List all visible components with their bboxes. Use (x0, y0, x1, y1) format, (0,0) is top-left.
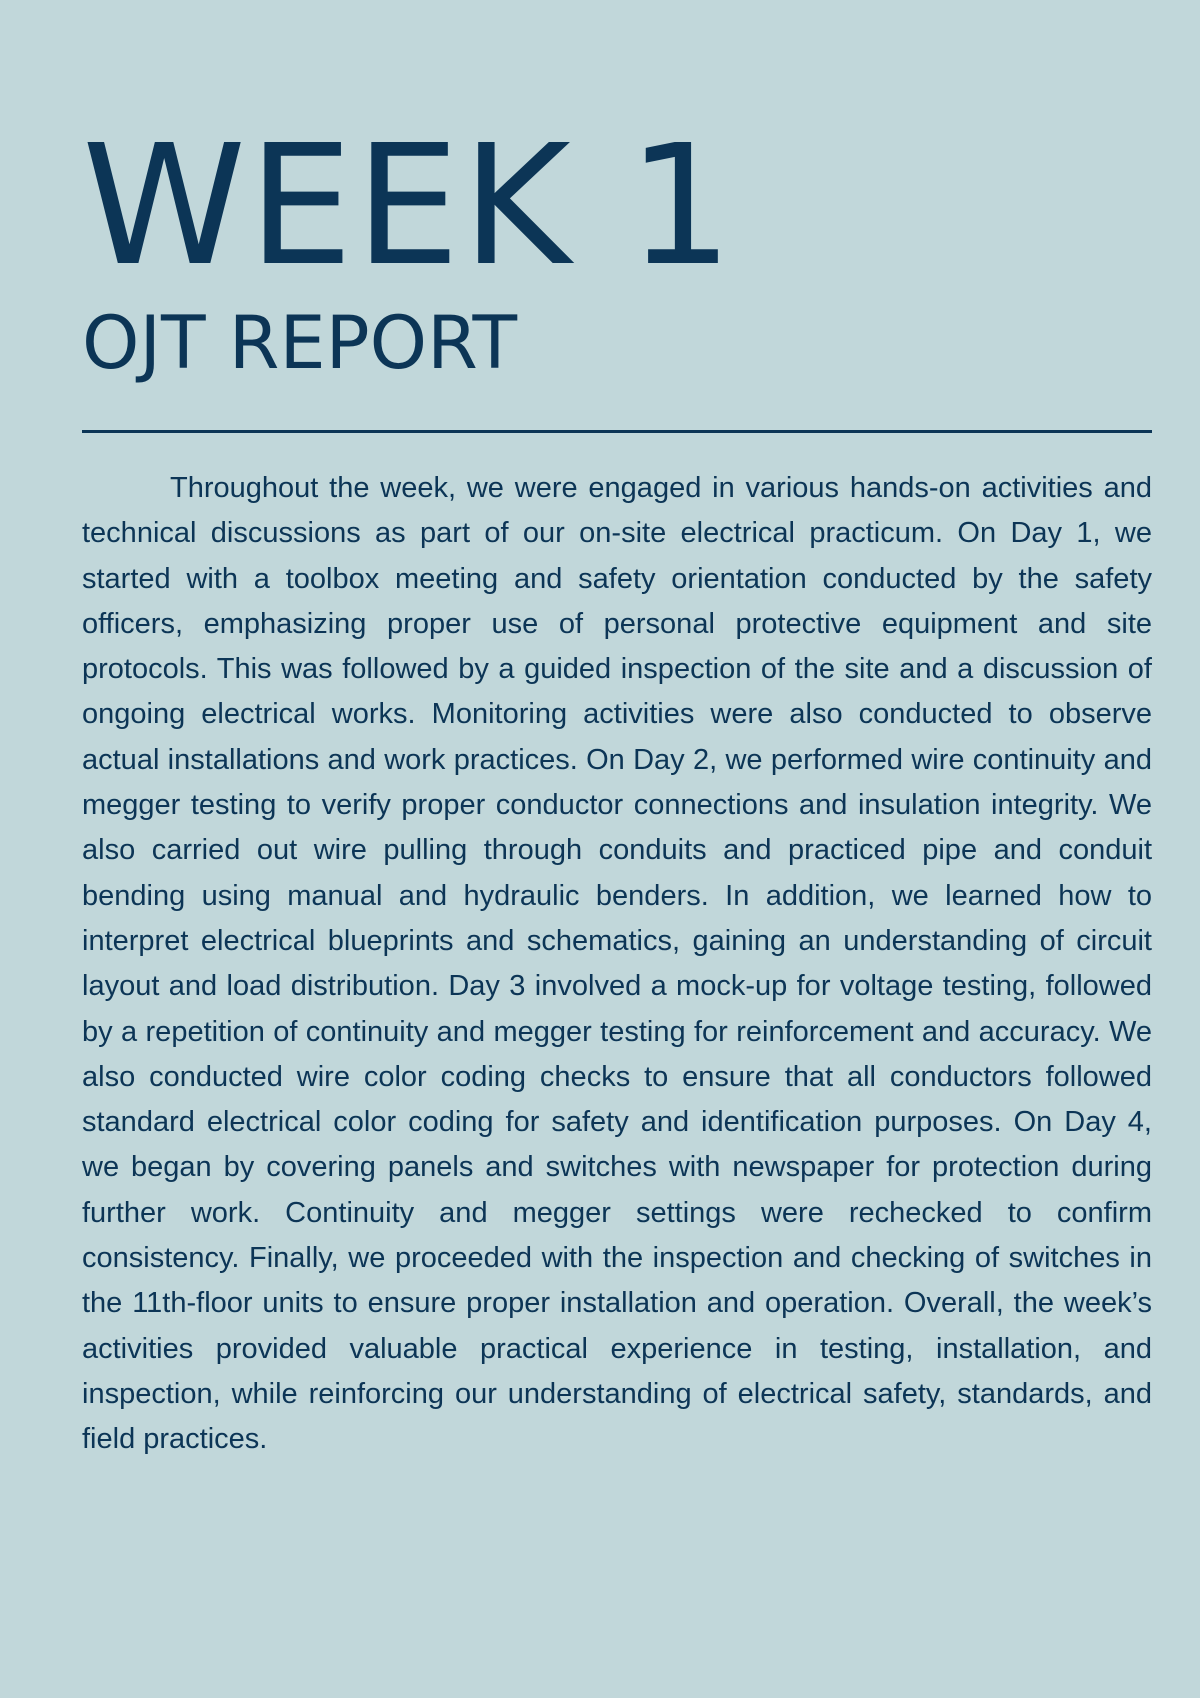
report-body-paragraph: Throughout the week, we were engaged in various hands-on activities and technical discussions as part of our on-site electrical practicum. On Day 1, we started with a toolbox meeting and safety orientation conducted by the safety officers, emphasizing proper use of personal protective equipment and site protocols. This was followed by a guided inspection of the site and a discussion of ongoing electrical works. Monitoring activities were also conducted to observe actual installations and work practices. On Day 2, we performed wire continuity and megger testing to verify proper conductor connections and insulation integrity. We also carried out wire pulling through conduits and practiced pipe and conduit bending using manual and hydraulic benders. In addition, we learned how to interpret electrical blueprints and schematics, gaining an understanding of circuit layout and load distribution. Day 3 involved a mock-up for voltage testing, followed by a repetition of continuity and megger testing for reinforcement and accuracy. We also conducted wire color coding checks to ensure that all conductors followed standard electrical color coding for safety and identification purposes. On Day 4, we began by covering panels and switches with newspaper for protection during further work. Continuity and megger settings were rechecked to confirm consistency. Finally, we proceeded with the inspection and checking of switches in the 11th-floor units to ensure proper installation and operation. Overall, the week’s activities provided valuable practical experience in testing, installation, and inspection, while reinforcing our understanding of electrical safety, standards, and field practices. (82, 472, 1152, 1456)
page-title: WEEK 1 (82, 110, 736, 303)
divider (82, 430, 1152, 433)
page-subtitle: OJT REPORT (82, 301, 518, 386)
